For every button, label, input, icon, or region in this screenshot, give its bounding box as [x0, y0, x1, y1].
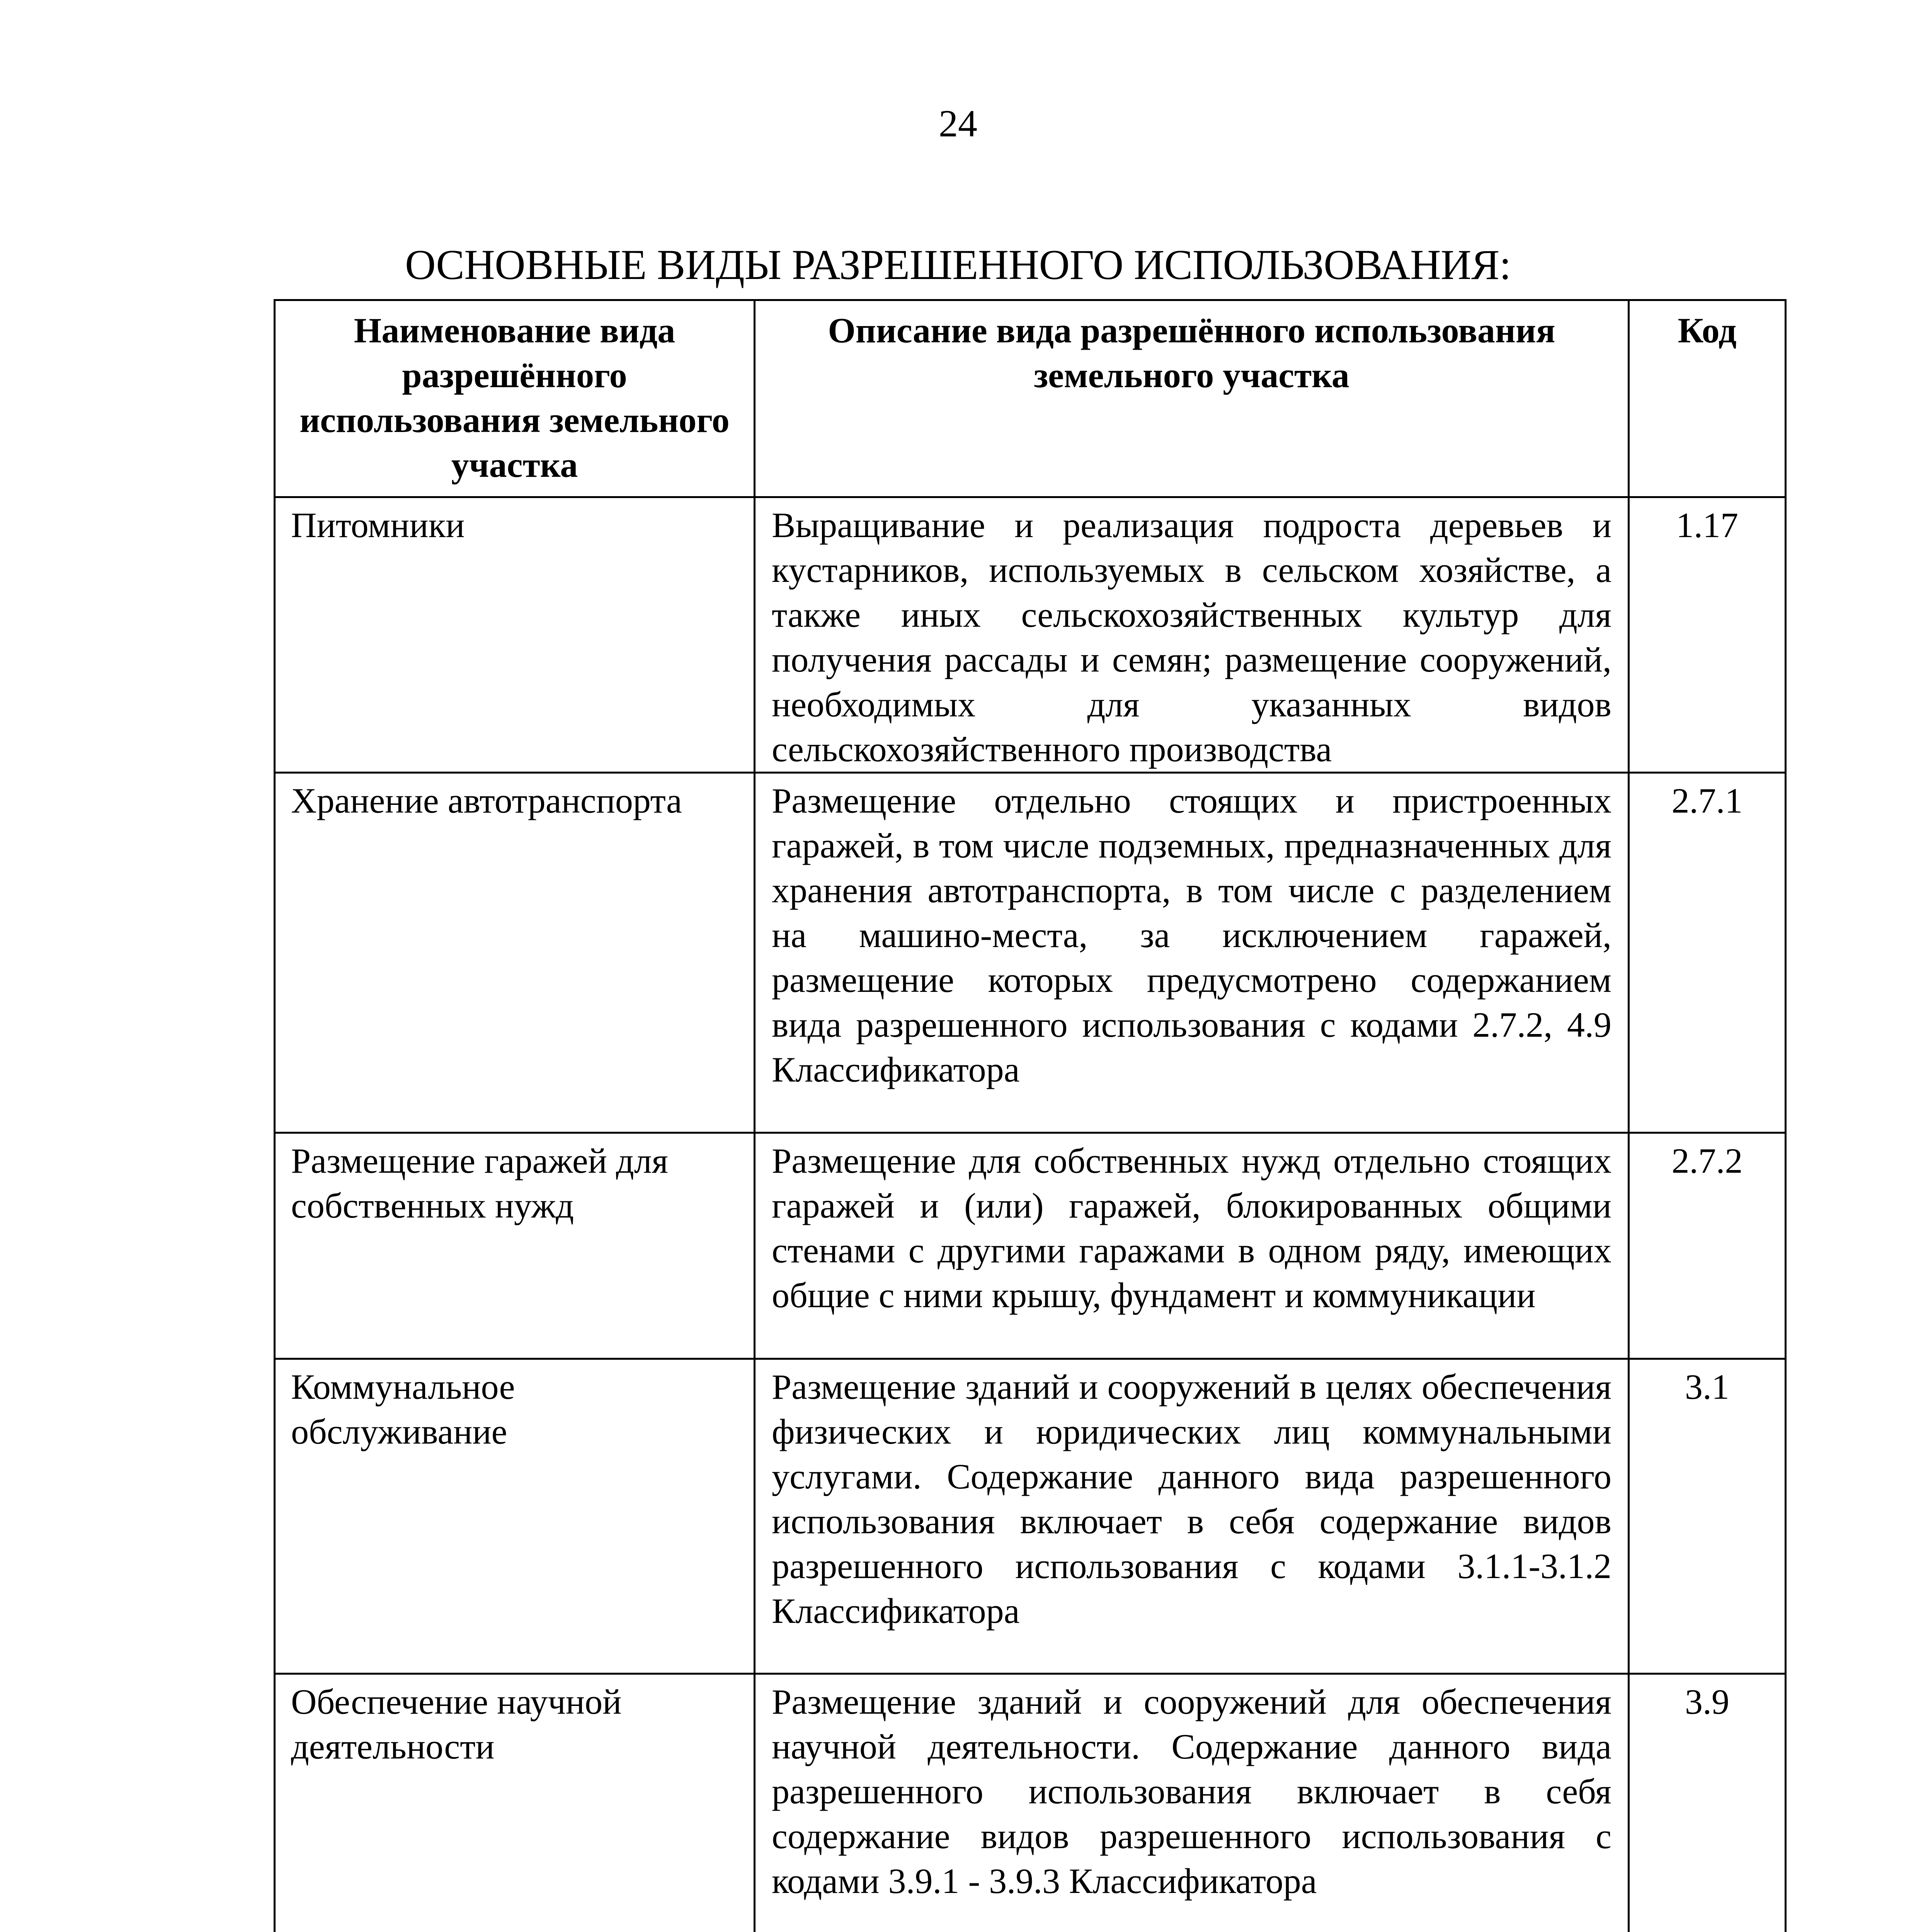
- row-description: Размещение для собственных нужд отдельно стоящих гаражей и (или) гаражей, блокированных общими стенами с другими гаражами в одном ряду, имеющих общие с ними крышу, фундамент и коммуникации: [755, 1133, 1629, 1359]
- header-name: Наименование вида разрешённого использования земельного участка: [275, 300, 755, 497]
- row-code: 1.17: [1629, 497, 1786, 773]
- row-code: 2.7.1: [1629, 773, 1786, 1133]
- table-header-row: [275, 300, 1786, 497]
- row-code: 2.7.2: [1629, 1133, 1786, 1359]
- table-row: [275, 1674, 1786, 1932]
- header-code: Код: [1629, 300, 1786, 497]
- row-code: 3.1: [1629, 1359, 1786, 1674]
- permitted-use-table: [274, 299, 1787, 1932]
- row-name: Хранение автотранспорта: [275, 773, 755, 1133]
- row-name: Коммунальное обслуживание: [275, 1359, 755, 1674]
- row-name: Обеспечение научной деятельности: [275, 1674, 755, 1932]
- table-row: [275, 497, 1786, 773]
- row-name: Питомники: [275, 497, 755, 773]
- page-title: ОСНОВНЫЕ ВИДЫ РАЗРЕШЕННОГО ИСПОЛЬЗОВАНИЯ:: [405, 241, 1511, 288]
- row-code: 3.9: [1629, 1674, 1786, 1932]
- table-row: [275, 773, 1786, 1133]
- header-description: Описание вида разрешённого использования земельного участка: [755, 300, 1629, 497]
- row-description: Размещение зданий и сооружений для обеспечения научной деятельности. Содержание данного вида разрешенного использования включает в себя содержание видов разрешенного использования с кодами 3.9.1 - 3.9.3 Классификатора: [755, 1674, 1629, 1932]
- row-description: Размещение зданий и сооружений в целях обеспечения физических и юридических лиц коммунальными услугами. Содержание данного вида разрешенного использования включает в себя содержание видов разрешенного использования с кодами 3.1.1-3.1.2 Классификатора: [755, 1359, 1629, 1674]
- row-name: Размещение гаражей для собственных нужд: [275, 1133, 755, 1359]
- table-row: [275, 1133, 1786, 1359]
- table-row: [275, 1359, 1786, 1674]
- row-description: Размещение отдельно стоящих и пристроенных гаражей, в том числе подземных, предназначенных для хранения автотранспорта, в том числе с разделением на машино-места, за исключением гаражей, размещение которых предусмотрено содержанием вида разрешенного использования с кодами 2.7.2, 4.9 Классификатора: [755, 773, 1629, 1133]
- page-number: 24: [939, 102, 977, 145]
- row-description: Выращивание и реализация подроста деревьев и кустарников, используемых в сельском хозяйстве, а также иных сельскохозяйственных культур для получения рассады и семян; размещение сооружений, необходимых для указанных видов сельскохозяйственного производства: [755, 497, 1629, 773]
